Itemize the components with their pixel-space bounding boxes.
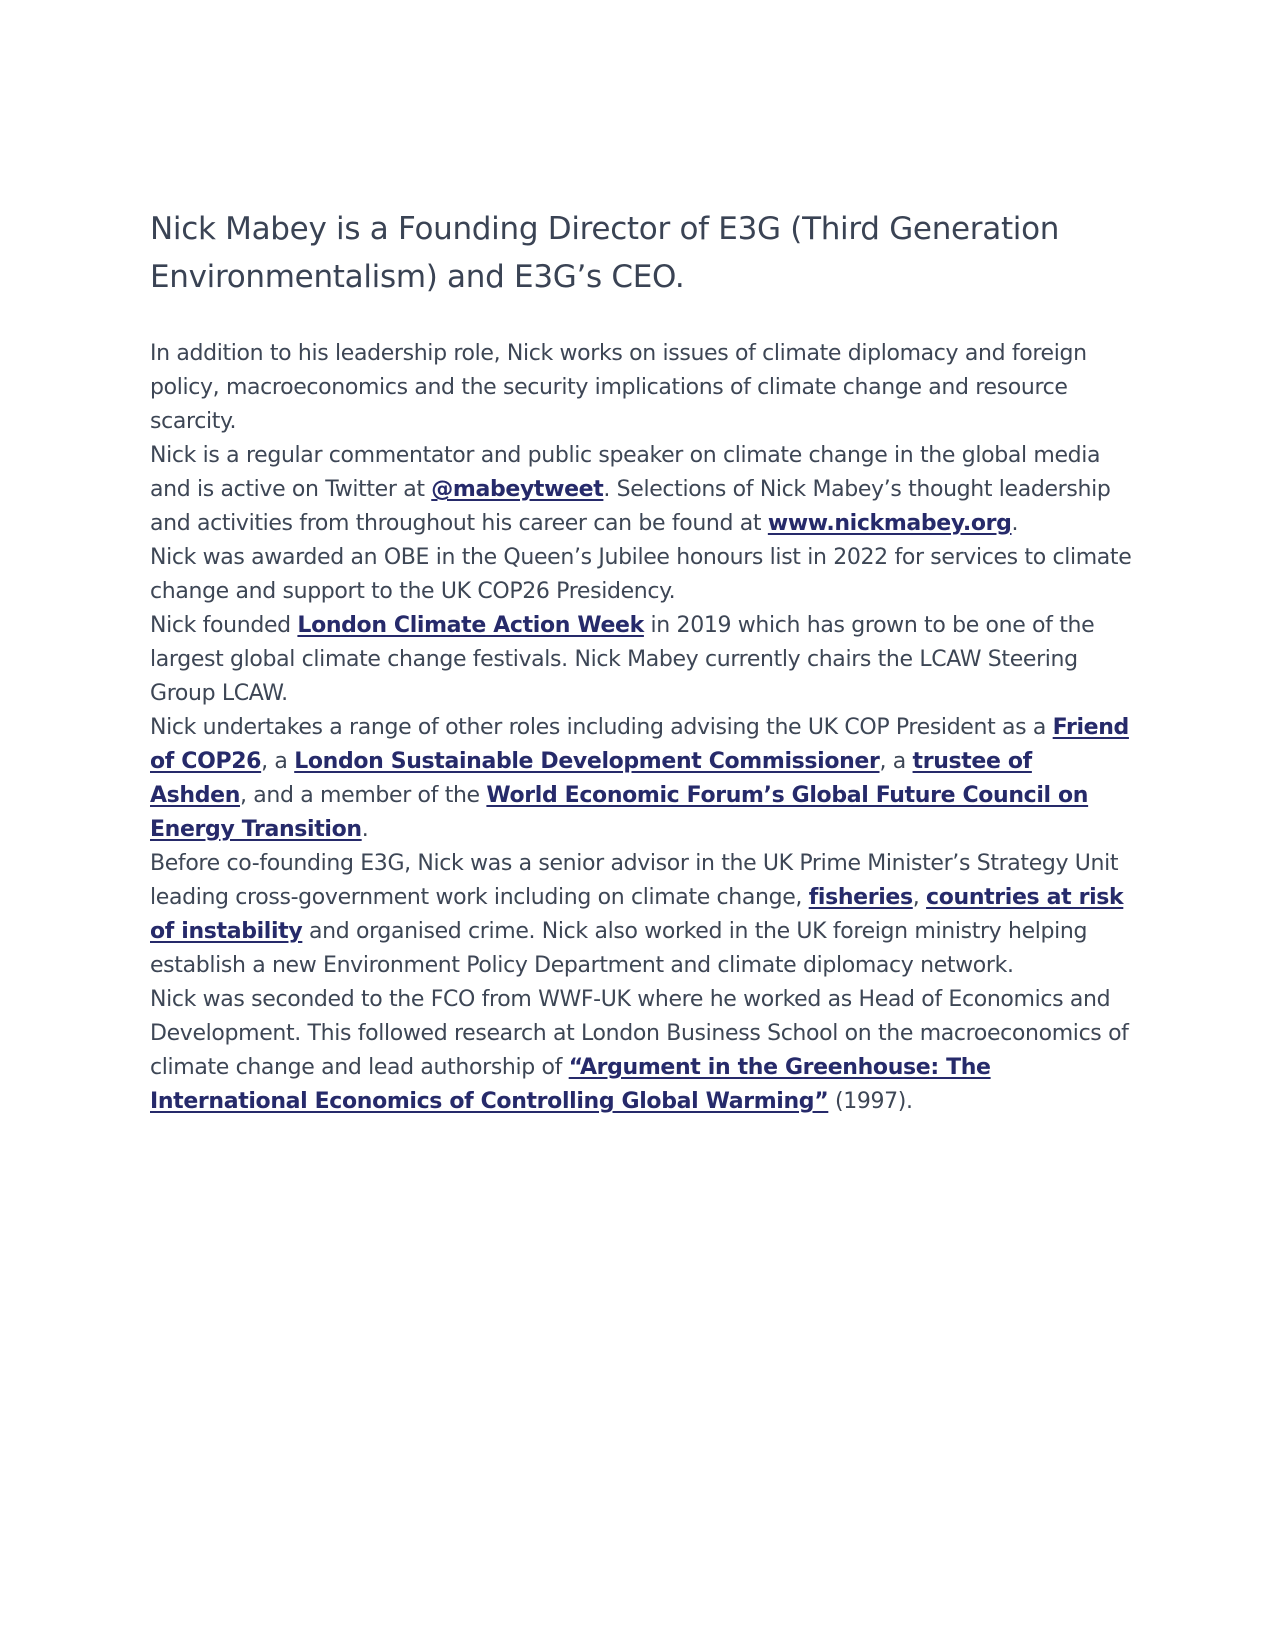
trustee-of-ashden-link[interactable]: trustee of Ashden <box>150 749 1032 808</box>
countries-at-risk-link[interactable]: countries at risk of instability <box>150 885 1124 944</box>
paragraph-text: , a <box>261 749 295 774</box>
paragraph-text: Nick founded <box>150 613 298 638</box>
twitter-handle-link[interactable]: @mabeytweet <box>431 477 604 502</box>
paragraph-text: , and a member of the <box>240 783 487 808</box>
friend-of-cop26-link[interactable]: Friend of COP26 <box>150 715 1129 774</box>
paragraph-text: Nick undertakes a range of other roles including advising the UK COP President as a <box>150 715 1053 740</box>
paragraph-text: , a <box>879 749 913 774</box>
london-climate-action-week-link[interactable]: London Climate Action Week <box>297 613 644 638</box>
paragraph-text: in 2019 which has grown to be one of the largest global climate change festivals. Nick Mabey currently chairs the LCAW Steering Group LCAW. <box>150 613 1095 706</box>
paragraph-lcaw <box>150 609 1135 711</box>
paragraph-text: In addition to his leadership role, Nick works on issues of climate diplomacy and foreign policy, macroeconomics and the security implications of climate change and resource scarcity. <box>150 341 1087 434</box>
paragraph-text: Nick was awarded an OBE in the Queen’s Jubilee honours list in 2022 for services to climate change and support to the UK COP26 Presidency. <box>150 545 1132 604</box>
paragraph-leadership-role <box>150 337 1135 439</box>
paragraph-text: (1997). <box>828 1089 913 1114</box>
paragraph-commentator <box>150 439 1135 541</box>
paragraph-text: and organised crime. Nick also worked in the UK foreign ministry helping establish a new Environment Policy Department and climate diplomacy network. <box>150 919 1088 978</box>
fisheries-link[interactable]: fisheries <box>808 885 913 910</box>
paragraph-text: . <box>1011 511 1019 536</box>
paragraph-text: Before co-founding E3G, Nick was a senior advisor in the UK Prime Minister’s Strategy Unit leading cross-government work including on climate change, <box>150 851 1119 910</box>
paragraph-strategy-unit <box>150 847 1135 983</box>
paragraph-text: . <box>361 817 369 842</box>
paragraph-text: . Selections of Nick Mabey’s thought leadership and activities from throughout his career can be found at <box>150 477 1111 536</box>
london-sustainable-development-commissioner-link[interactable]: London Sustainable Development Commissioner <box>294 749 880 774</box>
paragraph-other-roles <box>150 711 1135 847</box>
document-body <box>150 337 1135 1119</box>
argument-in-the-greenhouse-link[interactable]: “Argument in the Greenhouse: The International Economics of Controlling Global Warming” <box>150 1055 991 1114</box>
paragraph-obe <box>150 541 1135 609</box>
website-link[interactable]: www.nickmabey.org <box>767 511 1012 536</box>
document-page <box>150 205 1135 1119</box>
paragraph-text: Nick was seconded to the FCO from WWF-UK where he worked as Head of Economics and Development. This followed research at London Business School on the macroeconomics of climate change and lead authorship of <box>150 987 1129 1080</box>
paragraph-text: , <box>912 885 927 910</box>
paragraph-fco-wwf <box>150 983 1135 1119</box>
page-title: Nick Mabey is a Founding Director of E3G (Third Generation Environmentalism) and E3G’s CEO. <box>150 211 1060 295</box>
paragraph-text: Nick is a regular commentator and public speaker on climate change in the global media and is active on Twitter at <box>150 443 1101 502</box>
wef-global-future-council-link[interactable]: World Economic Forum’s Global Future Council on Energy Transition <box>150 783 1089 842</box>
